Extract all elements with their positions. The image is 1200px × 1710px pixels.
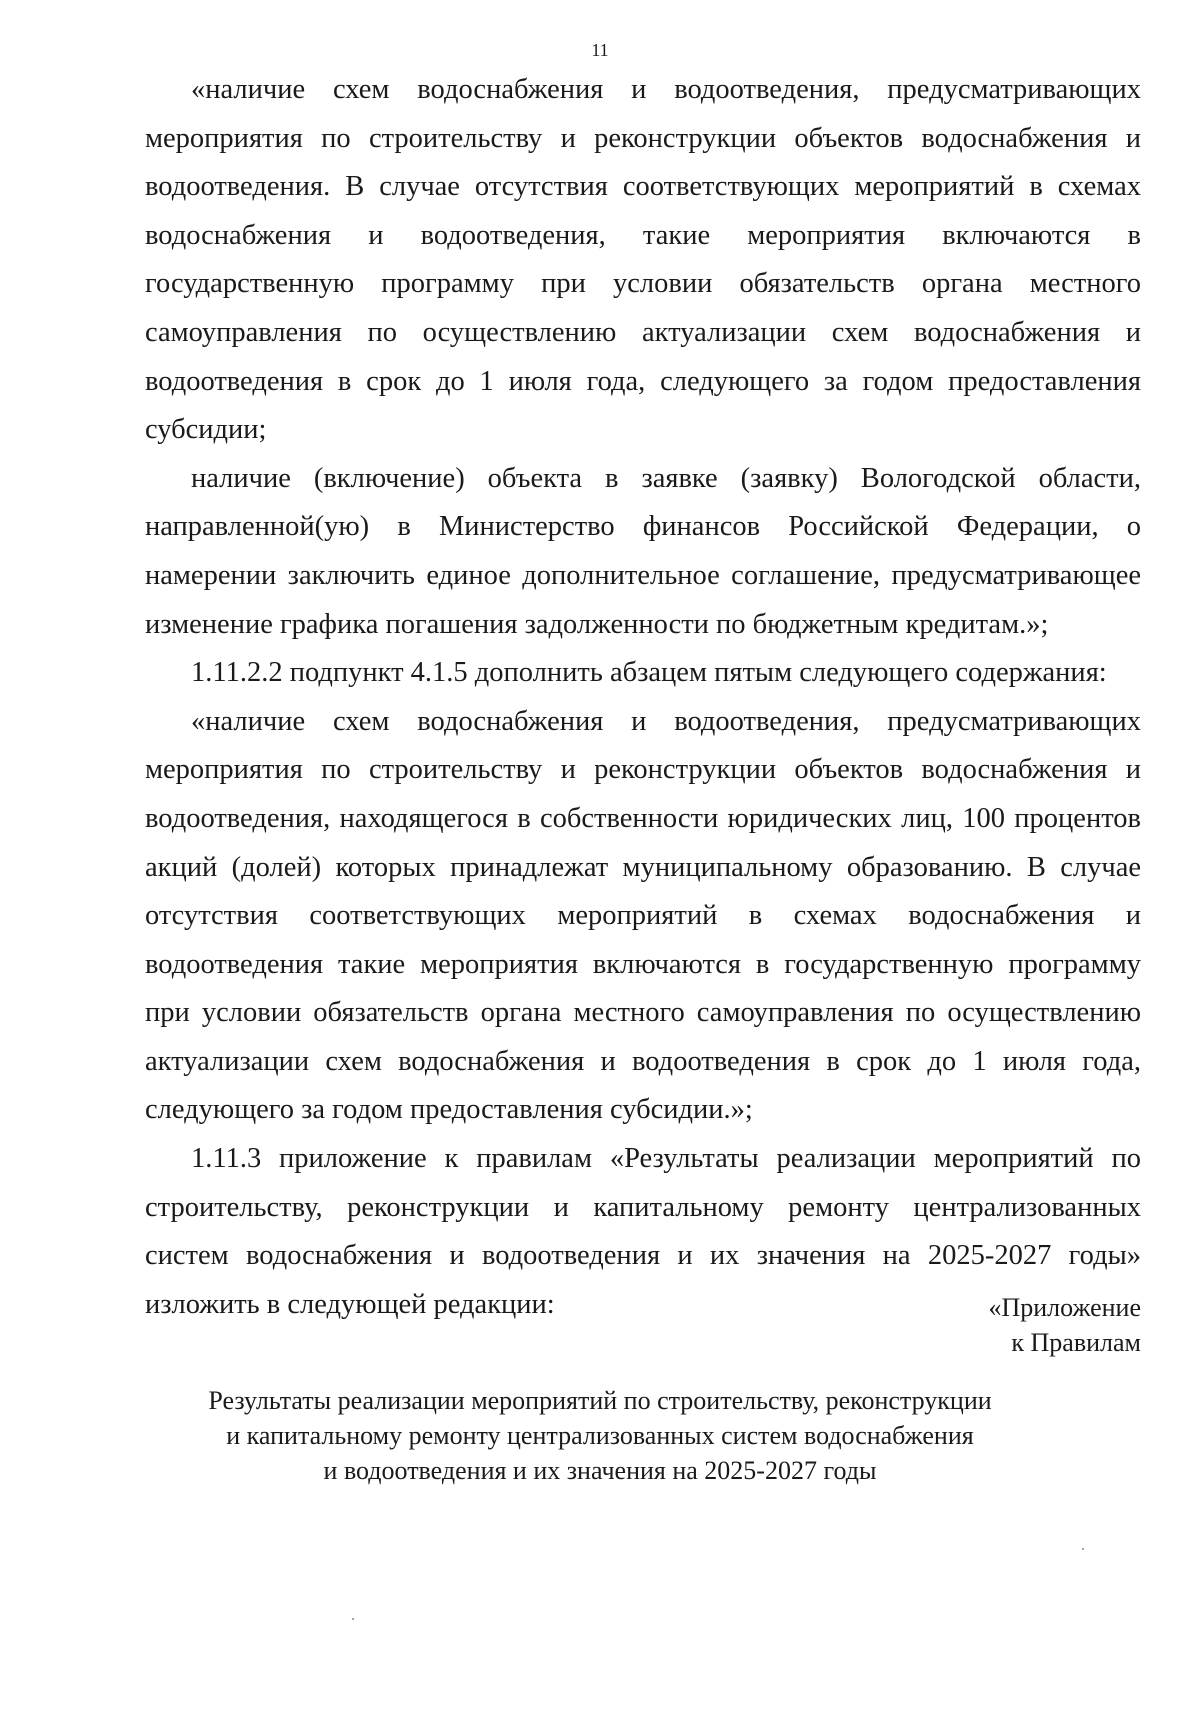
paragraph-3: 1.11.2.2 подпункт 4.1.5 дополнить абзацем пятым следующего содержания:: [191, 657, 1107, 689]
results-title-line-1: Результаты реализации мероприятий по строительству, реконструкции: [208, 1386, 992, 1415]
appendix-label: [988, 1290, 1141, 1360]
paragraph-2: наличие (включение) объекта в заявке (заявку) Вологодской области, направленной(ую) в Министерство финансов Российской Федерации, о намерении заключить единое дополнительное соглашение, предусматривающее изменение графика погашения задолженности по бюджетным кредитам.»;: [145, 462, 1141, 640]
appendix-label-line-1: «Приложение: [988, 1293, 1141, 1322]
paragraph-4: «наличие схем водоснабжения и водоотведения, предусматривающих мероприятия по строительству и реконструкции объектов водоснабжения и водоотведения, находящегося в собственности юридических лиц, 100 процентов акций (долей) которых принадлежат муниципальному образованию. В случае отсутствия соответствующих мероприятий в схемах водоснабжения и водоотведения такие мероприятия включаются в государственную программу при условии обязательств органа местного самоуправления по осуществлению актуализации схем водоснабжения и водоотведения в срок до 1 июля года, следующего за годом предоставления субсидии.»;: [145, 705, 1141, 1126]
scan-speck: [1082, 1548, 1084, 1550]
document-body: [145, 66, 1141, 1329]
paragraph-5: 1.11.3 приложение к правилам «Результаты реализации мероприятий по строительству, реконструкции и капитальному ремонту централизованных систем водоснабжения и водоотведения и их значения на 2025-2027 годы» изложить в следующей редакции:: [145, 1143, 1141, 1320]
page-number: 11: [591, 40, 609, 60]
results-title-line-2: и капитальному ремонту централизованных систем водоснабжения: [226, 1421, 974, 1450]
results-title: [0, 1383, 1200, 1488]
appendix-label-line-2: к Правилам: [1011, 1328, 1141, 1357]
results-title-line-3: и водоотведения и их значения на 2025-2027 годы: [323, 1456, 877, 1485]
scan-speck: [352, 1618, 354, 1620]
paragraph-1: «наличие схем водоснабжения и водоотведения, предусматривающих мероприятия по строительству и реконструкции объектов водоснабжения и водоотведения. В случае отсутствия соответствующих мероприятий в схемах водоснабжения и водоотведения, такие мероприятия включаются в государственную программу при условии обязательств органа местного самоуправления по осуществлению актуализации схем водоснабжения и водоотведения в срок до 1 июля года, следующего за годом предоставления субсидии;: [145, 74, 1141, 446]
